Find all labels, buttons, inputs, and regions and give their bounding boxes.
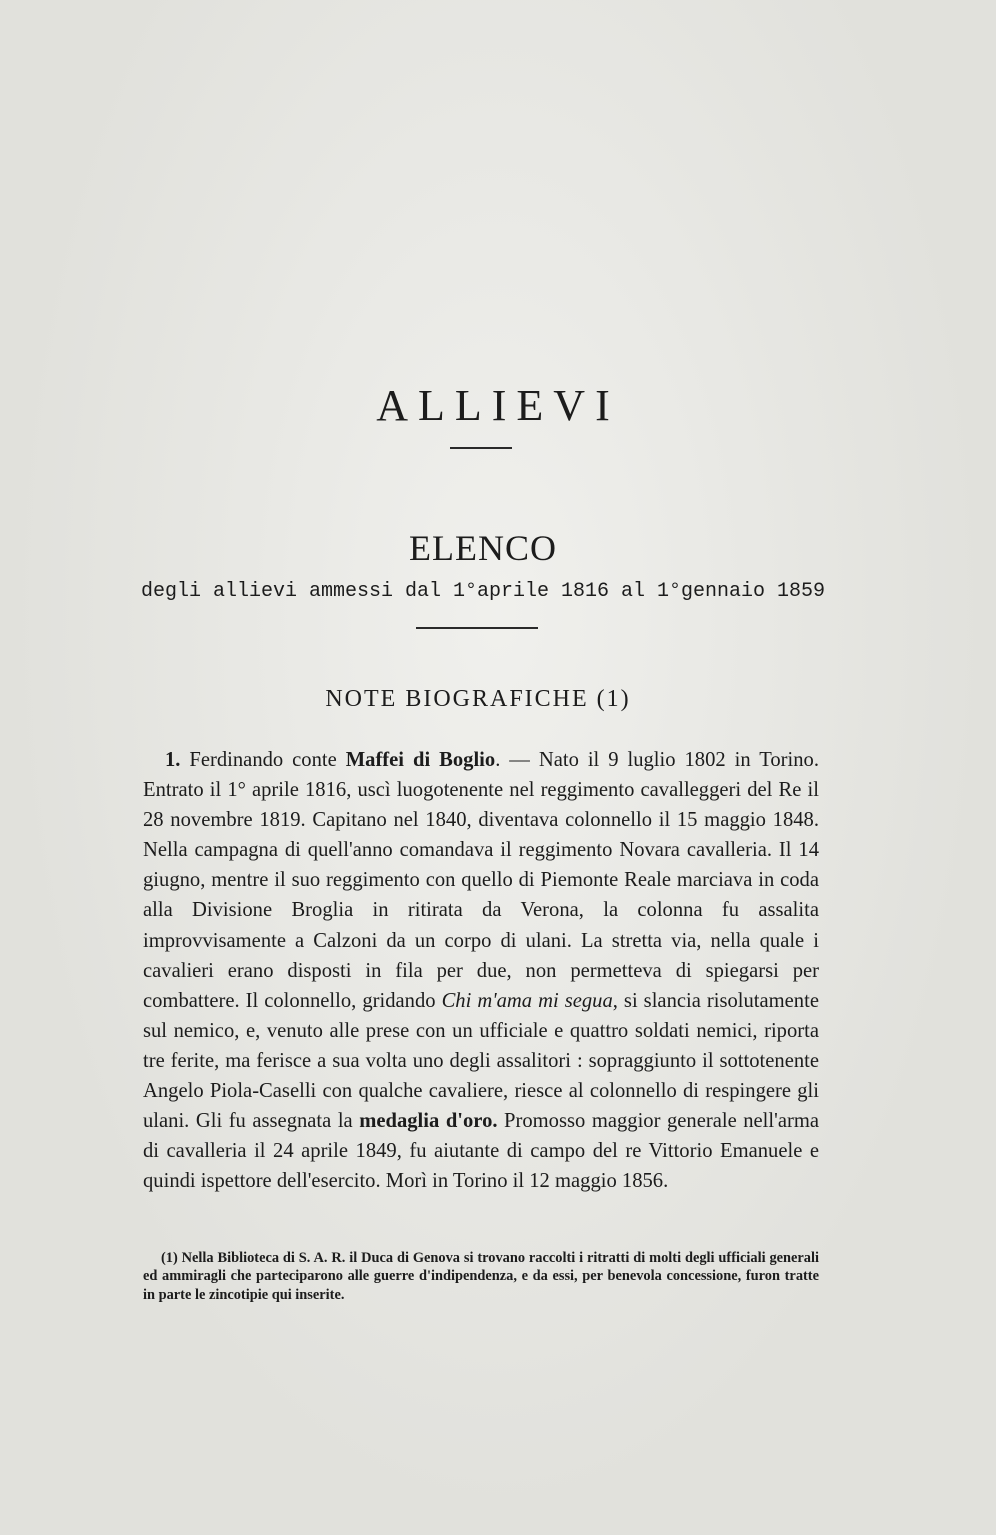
elenco-subtitle: degli allievi ammessi dal 1°aprile 1816 al 1°gennaio 1859 [140, 580, 826, 603]
title-divider [450, 447, 512, 449]
entry-text-1: . — Nato il 9 luglio 1802 in Torino. Entrato il 1° aprile 1816, uscì luogotenente nel reggimento cavalleggeri del Re il 28 novembre 1819. Capitano nel 1840, diventava colonnello il 15 maggio 1848. Nella campagna di quell'anno comandava il reggimento Novara cavalleria. Il 14 giugno, mentre il suo reggimento con quello di Piemonte Reale marciava in coda alla Divisione Broglia in ritirata da Verona, la colonna fu assalita improvvisamente a Calzoni da un corpo di ulani. La stretta via, nella quale i cavalieri erano disposti in fila per due, non permetteva di spiegarsi per combattere. Il colonnello, gridando [143, 749, 819, 1012]
entry-number: 1. [165, 749, 181, 771]
biography-entry [143, 745, 819, 1196]
page-title: ALLIEVI [376, 381, 620, 430]
entry-motto: Chi m'ama mi segua [441, 989, 613, 1012]
footnote: (1) Nella Biblioteca di S. A. R. il Duca di Genova si trovano raccolti i ritratti di molti degli ufficiali generali ed ammiragli che parteciparono alle guerre d'indipendenza, e da essi, per benevola concessione, furon tratte in parte le zincotipie qui inserite. [143, 1250, 819, 1303]
entry-text-2: , si slancia risolutamente sul nemico, e, venuto alle prese con un ufficiale e quattro soldati nemici, riporta tre ferite, ma ferisce a sua volta uno degli assalitori : sopraggiunto il sottotenente Angelo Piola-Caselli con qualche cavaliere, riesce al colonnello di respingere gli ulani. Gli fu assegnata la [143, 989, 819, 1133]
entry-name: Maffei di Boglio [345, 749, 496, 771]
section-divider [416, 627, 538, 629]
entry-text-3: Promosso maggior generale nell'arma di cavalleria il 24 aprile 1849, fu aiutante di campo del re Vittorio Emanuele e quindi ispettore dell'esercito. Morì in Torino il 12 maggio 1856. [143, 1110, 819, 1193]
elenco-heading: ELENCO [409, 528, 557, 568]
entry-medal: medaglia d'oro. [359, 1110, 498, 1133]
entry-intro: Ferdinando conte [180, 749, 346, 771]
section-heading: NOTE BIOGRAFICHE (1) [325, 686, 631, 712]
